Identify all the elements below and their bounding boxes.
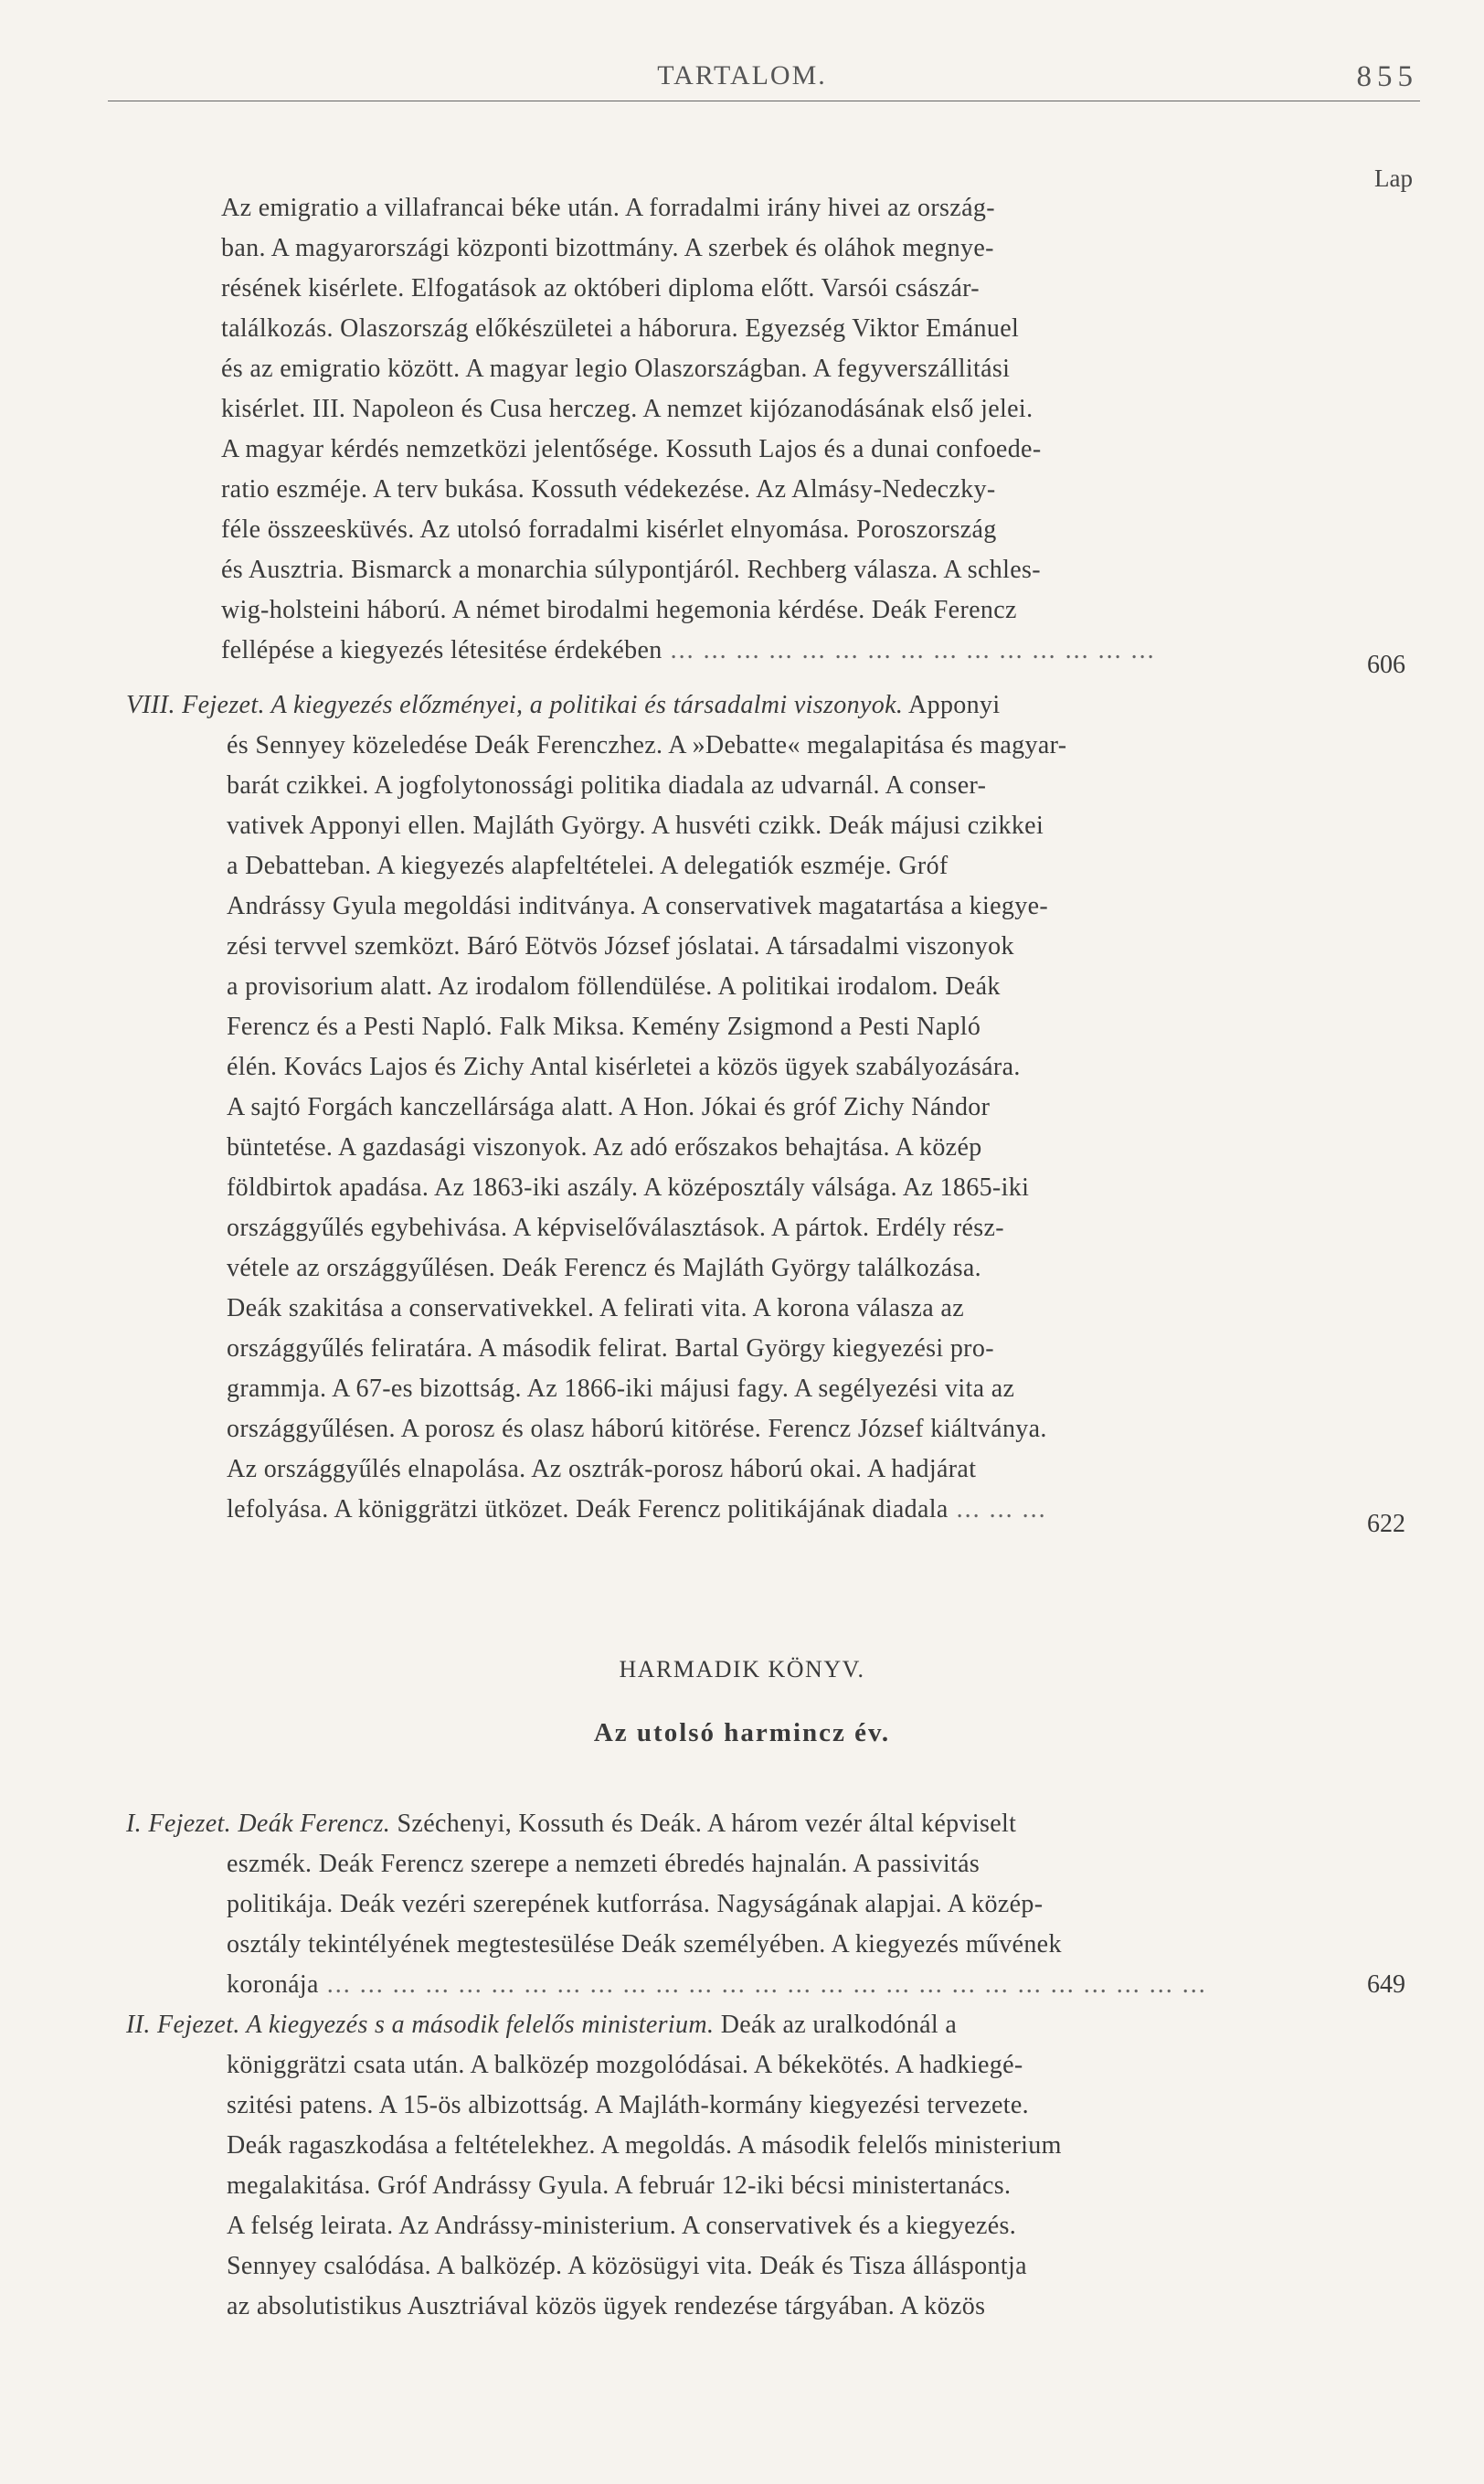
- toc-line: és Ausztria. Bismarck a monarchia súlypontjáról. Rechberg válasza. A schles-: [221, 556, 1041, 584]
- toc-line: megalakitása. Gróf Andrássy Gyula. A február 12-iki bécsi ministertanács.: [227, 2171, 1012, 2200]
- toc-line: Az emigratio a villafrancai béke után. A forradalmi irány hivei az ország-: [221, 194, 995, 222]
- leader-dots: ... ... ... ... ... ... ... ... ... ... ... ... ... ... ... ... ... ... ... ... ... ... ... ... ... ... ...: [318, 1970, 1207, 1999]
- toc-line: találkozás. Olaszország előkészületei a háborura. Egyezség Viktor Emánuel: [221, 314, 1020, 343]
- toc-line: vativek Apponyi ellen. Majláth György. A husvéti czikk. Deák májusi czikkei: [227, 812, 1044, 840]
- toc-line: barát czikkei. A jogfolytonossági politika diadala az udvarnál. A conser-: [227, 771, 987, 800]
- page-number: 855: [1356, 60, 1418, 93]
- toc-line: osztály tekintélyének megtestesülése Deák személyében. A kiegyezés művének: [227, 1930, 1062, 1959]
- page-column-label: Lap: [1374, 165, 1413, 192]
- toc-line: büntetése. A gazdasági viszonyok. Az adó erőszakos behajtása. A közép: [227, 1133, 982, 1162]
- toc-line: szitési patens. A 15-ös albizottság. A Majláth-kormány kiegyezési tervezete.: [227, 2091, 1030, 2119]
- toc-chapter-line: [126, 2011, 957, 2040]
- toc-line: Andrássy Gyula megoldási inditványa. A conservativek magatartása a kiegye-: [227, 892, 1049, 920]
- toc-line: Deák szakitása a conservativekkel. A felirati vita. A korona válasza az: [227, 1294, 964, 1322]
- toc-line: zési tervvel szemközt. Báró Eötvös József jóslatai. A társadalmi viszonyok: [227, 932, 1014, 961]
- toc-line: vétele az országgyűlésen. Deák Ferencz és Majláth György találkozása.: [227, 1254, 981, 1282]
- toc-line: Az országgyűlés elnapolása. Az osztrák-porosz háború okai. A hadjárat: [227, 1455, 977, 1483]
- toc-line: Ferencz és a Pesti Napló. Falk Miksa. Kemény Zsigmond a Pesti Napló: [227, 1013, 981, 1041]
- toc-line: Deák ragaszkodása a feltételekhez. A megoldás. A második felelős ministerium: [227, 2131, 1062, 2160]
- toc-chapter-line: [126, 1810, 1016, 1839]
- toc-line: a provisorium alatt. Az irodalom föllendülése. A politikai irodalom. Deák: [227, 972, 1001, 1001]
- toc-line-last: [227, 1495, 1047, 1524]
- toc-line-text: koronája: [227, 1970, 319, 1999]
- toc-line: A magyar kérdés nemzetközi jelentősége. Kossuth Lajos és a dunai confoede-: [221, 435, 1042, 463]
- toc-line: wig-holsteini háború. A német birodalmi hegemonia kérdése. Deák Ferencz: [221, 596, 1017, 624]
- toc-line: A felség leirata. Az Andrássy-ministerium. A conservativek és a kiegyezés.: [227, 2212, 1017, 2240]
- toc-chapter-line: [126, 691, 1000, 720]
- toc-line: földbirtok apadása. Az 1863-iki aszály. A középosztály válsága. Az 1865-iki: [227, 1173, 1030, 1202]
- chapter-heading: VIII. Fejezet. A kiegyezés előzményei, a politikai és társadalmi viszonyok.: [126, 691, 904, 719]
- toc-line: országgyűlésen. A porosz és olasz háború kitörése. Ferencz József kiáltványa.: [227, 1415, 1047, 1443]
- toc-line-text: fellépése a kiegyezés létesitése érdekében: [221, 636, 662, 664]
- chapter-heading: II. Fejezet. A kiegyezés s a második felelős ministerium.: [126, 2011, 715, 2039]
- toc-line: az absolutistikus Ausztriával közös ügyek rendezése tárgyában. A közös: [227, 2292, 986, 2320]
- toc-line: königgrätzi csata után. A balközép mozgolódásai. A békekötés. A hadkiegé-: [227, 2051, 1023, 2079]
- page-header-title: TARTALOM.: [657, 60, 827, 90]
- toc-line: országgyűlés egybehivása. A képviselőválasztások. A pártok. Erdély rész-: [227, 1214, 1004, 1242]
- toc-line-text: Deák az uralkodónál a: [714, 2011, 958, 2039]
- toc-line: ratio eszméje. A terv bukása. Kossuth védekezése. Az Almásy-Nedeczky-: [221, 475, 996, 504]
- toc-line: résének kisérlete. Elfogatások az októberi diploma előtt. Varsói császár-: [221, 274, 980, 303]
- toc-line: A sajtó Forgách kanczellársága alatt. A Hon. Jókai és gróf Zichy Nándor: [227, 1093, 991, 1121]
- toc-line: élén. Kovács Lajos és Zichy Antal kisérletei a közös ügyek szabályozására.: [227, 1053, 1021, 1081]
- toc-line: a Debatteban. A kiegyezés alapfeltételei. A delegatiók eszméje. Gróf: [227, 852, 949, 880]
- toc-page-number: 606: [1367, 651, 1405, 679]
- toc-line: és az emigratio között. A magyar legio Olaszországban. A fegyverszállitási: [221, 355, 1011, 383]
- toc-line: politikája. Deák vezéri szerepének kutforrása. Nagyságának alapjai. A közép-: [227, 1890, 1044, 1918]
- toc-line-text: lefolyása. A königgrätzi ütközet. Deák Ferencz politikájának diadala: [227, 1495, 949, 1523]
- toc-line: féle összeesküvés. Az utolsó forradalmi kisérlet elnyomása. Poroszország: [221, 515, 997, 544]
- toc-page-number: 649: [1367, 1970, 1405, 1999]
- toc-line: országgyűlés feliratára. A második felirat. Bartal György kiegyezési pro-: [227, 1334, 994, 1363]
- toc-line-last: [227, 1970, 1207, 2000]
- book-subtitle: Az utolsó harmincz év.: [593, 1718, 891, 1747]
- toc-line-text: Apponyi: [903, 691, 1001, 719]
- toc-line: kisérlet. III. Napoleon és Cusa herczeg. A nemzet kijózanodásának első jelei.: [221, 395, 1034, 423]
- book-title: HARMADIK KÖNYV.: [619, 1656, 865, 1683]
- leader-dots: ... ... ... ... ... ... ... ... ... ... ... ... ... ... ...: [662, 636, 1156, 664]
- toc-line: grammja. A 67-es bizottság. Az 1866-iki májusi fagy. A segélyezési vita az: [227, 1375, 1015, 1403]
- toc-line: ban. A magyarországi központi bizottmány. A szerbek és oláhok megnye-: [221, 234, 994, 262]
- toc-line: eszmék. Deák Ferencz szerepe a nemzeti ébredés hajnalán. A passivitás: [227, 1850, 980, 1878]
- chapter-heading: I. Fejezet. Deák Ferencz.: [126, 1810, 391, 1838]
- toc-line-last: [221, 636, 1156, 665]
- toc-line-text: Széchenyi, Kossuth és Deák. A három vezér által képviselt: [390, 1810, 1017, 1838]
- toc-line: Sennyey csalódása. A balközép. A közösügyi vita. Deák és Tisza álláspontja: [227, 2252, 1027, 2280]
- leader-dots: ... ... ...: [948, 1495, 1047, 1523]
- toc-page-number: 622: [1367, 1510, 1405, 1538]
- toc-line: és Sennyey közeledése Deák Ferenczhez. A »Debatte« megalapitása és magyar-: [227, 731, 1067, 759]
